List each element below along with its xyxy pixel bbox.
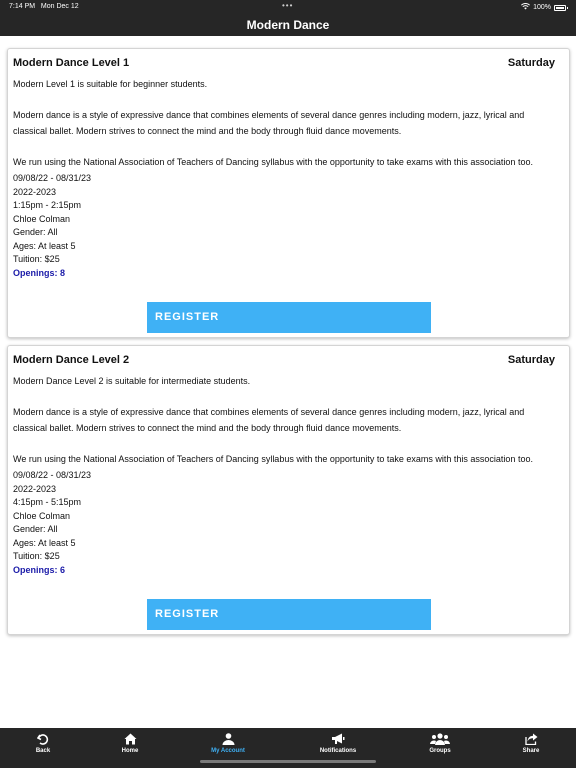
- home-indicator[interactable]: [200, 760, 376, 763]
- class-level-description: Modern Level 1 is suitable for beginner students.: [13, 79, 208, 89]
- tab-label: Back: [35, 748, 51, 754]
- nav-bar: [0, 14, 576, 36]
- battery-icon: [554, 5, 566, 11]
- class-day: Saturday: [507, 57, 555, 69]
- multitasking-dots-icon[interactable]: •••: [282, 1, 294, 10]
- wifi-icon: [521, 3, 530, 12]
- class-tuition: Tuition: $25: [13, 254, 60, 264]
- class-name: Modern Dance Level 2: [13, 354, 130, 366]
- tab-label: Groups: [429, 748, 451, 754]
- groups-icon: [405, 733, 475, 748]
- class-season: 2022-2023: [13, 483, 57, 494]
- class-level-description: Modern Dance Level 2 is suitable for intermediate students.: [13, 376, 251, 386]
- home-icon: [95, 733, 165, 748]
- class-dates: 09/08/22 - 08/31/23: [13, 470, 92, 480]
- battery-percent: 100%: [533, 4, 551, 11]
- class-gender: Gender: All: [13, 227, 58, 237]
- status-bar: [0, 0, 576, 14]
- class-name: Modern Dance Level 1: [13, 57, 130, 69]
- tab-notifications[interactable]: [303, 733, 373, 754]
- page-title: Modern Dance: [246, 18, 330, 32]
- class-openings: Openings: 6: [13, 564, 66, 575]
- class-style-description: Modern dance is a style of expressive dance that combines elements of several dance genres including modern, jazz, lyrical and classical ballet. Modern strives to connect the mind and the body through fluid dance movements.: [13, 110, 525, 136]
- class-time: 1:15pm - 2:15pm: [13, 200, 82, 210]
- share-icon: [496, 733, 566, 748]
- class-style-description: Modern dance is a style of expressive dance that combines elements of several dance genres including modern, jazz, lyrical and classical ballet. Modern strives to connect the mind and the body through fluid dance movements.: [13, 407, 525, 433]
- class-season: 2022-2023: [13, 186, 57, 197]
- class-time: 4:15pm - 5:15pm: [13, 497, 82, 507]
- class-tuition: Tuition: $25: [13, 551, 60, 561]
- class-gender: Gender: All: [13, 524, 58, 534]
- tab-my-account[interactable]: [193, 733, 263, 754]
- class-teacher: Chloe Colman: [13, 213, 71, 224]
- register-button[interactable]: REGISTER: [147, 599, 431, 630]
- register-button[interactable]: REGISTER: [147, 302, 431, 333]
- class-openings: Openings: 8: [13, 267, 66, 278]
- class-dates: 09/08/22 - 08/31/23: [13, 173, 92, 183]
- tab-label: My Account: [211, 748, 245, 754]
- tab-label: Home: [121, 748, 139, 754]
- class-ages: Ages: At least 5: [13, 240, 76, 251]
- class-card: [7, 48, 570, 338]
- tab-share[interactable]: [496, 733, 566, 754]
- megaphone-icon: [303, 733, 373, 748]
- class-teacher: Chloe Colman: [13, 510, 71, 521]
- person-icon: [193, 733, 263, 748]
- tab-groups[interactable]: [405, 733, 475, 754]
- class-syllabus-description: We run using the National Association of Teachers of Dancing syllabus with the opportunity to take exams with this association too.: [13, 156, 533, 167]
- class-card: [7, 345, 570, 635]
- status-time: 7:14 PM Mon Dec 12: [9, 3, 79, 10]
- tab-label: Notifications: [319, 748, 357, 754]
- tab-back[interactable]: [8, 733, 78, 754]
- class-list[interactable]: [0, 36, 576, 728]
- tab-label: Share: [522, 748, 540, 754]
- class-day: Saturday: [507, 354, 555, 366]
- tab-home[interactable]: [95, 733, 165, 754]
- status-right: [521, 3, 566, 12]
- back-arrow-icon: [8, 733, 78, 748]
- class-ages: Ages: At least 5: [13, 537, 76, 548]
- class-syllabus-description: We run using the National Association of Teachers of Dancing syllabus with the opportunity to take exams with this association too.: [13, 453, 533, 464]
